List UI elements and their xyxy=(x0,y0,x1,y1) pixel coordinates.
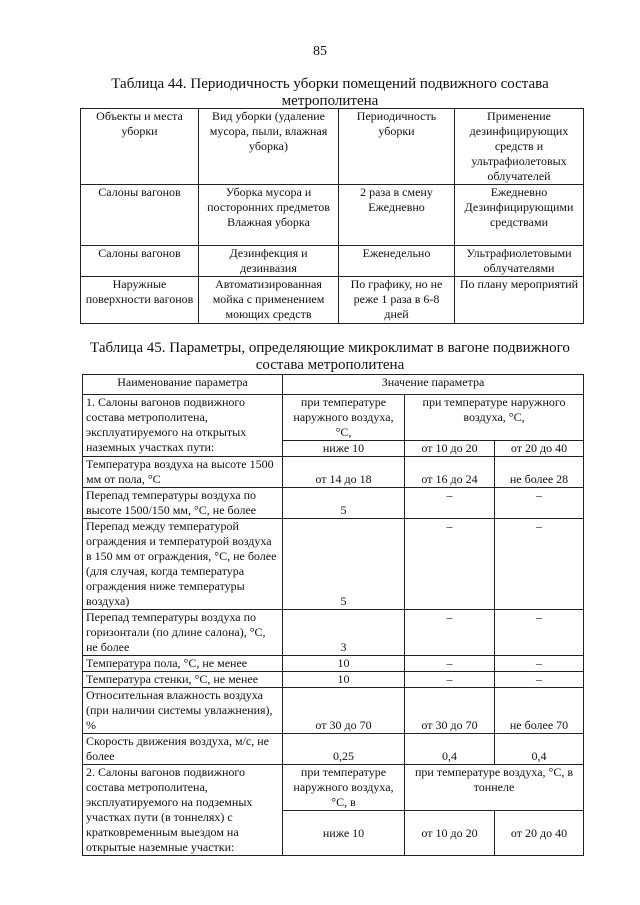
table-row xyxy=(81,185,584,246)
value-cell: 0,25 xyxy=(283,734,405,765)
value-cell: не более 70 xyxy=(495,688,584,734)
table-header-row xyxy=(83,375,584,395)
value-cell: от 30 до 70 xyxy=(405,688,495,734)
table-cell: 2 раза в смену Ежедневно xyxy=(339,185,455,246)
section-label: 2. Салоны вагонов подвижного состава метрополитена, эксплуатируемого на подземных участках пути (в тоннелях) с кратковременным выездом на открытые наземные участки: xyxy=(83,765,283,856)
value-cell: – xyxy=(495,488,584,519)
table44-title-line1: Таблица 44. Периодичность уборки помещений подвижного состава xyxy=(111,76,549,92)
table-cell: Салоны вагонов xyxy=(81,246,199,277)
value-cell: от 30 до 70 xyxy=(283,688,405,734)
subheader-cell: от 20 до 40 xyxy=(495,811,584,856)
value-cell: 3 xyxy=(283,610,405,656)
table45-title-line1: Таблица 45. Параметры, определяющие микроклимат в вагоне подвижного xyxy=(90,340,570,356)
table-header-cell: Значение параметра xyxy=(283,375,584,395)
value-cell: – xyxy=(405,610,495,656)
table-row xyxy=(81,246,584,277)
table45-title xyxy=(80,340,580,374)
table-header-cell: Периодичность уборки xyxy=(339,109,455,185)
subheader-cell: от 10 до 20 xyxy=(405,441,495,457)
param-name: Перепад между температурой ограждения и температурой воздуха в 150 мм от ограждения, °С, не более (для случая, когда температура ограждения ниже температуры воздуха) xyxy=(83,519,283,610)
table-header-cell: Наименование параметра xyxy=(83,375,283,395)
subheader-cell: ниже 10 xyxy=(283,441,405,457)
table-row xyxy=(83,488,584,519)
table-row xyxy=(83,457,584,488)
page-number: 85 xyxy=(313,44,327,59)
table-row xyxy=(83,519,584,610)
value-cell: 5 xyxy=(283,519,405,610)
table-cell: Ежедневно Дезинфицирующими средствами xyxy=(455,185,584,246)
condition-cell: при температуре воздуха, °С, в тоннеле xyxy=(405,765,584,811)
table-cell: По плану мероприятий xyxy=(455,277,584,324)
param-name: Температура стенки, °С, не менее xyxy=(83,672,283,688)
value-cell: – xyxy=(405,656,495,672)
table45-title-line2: состава метрополитена xyxy=(255,357,405,373)
value-cell: 0,4 xyxy=(405,734,495,765)
table44-title-line2: метрополитена xyxy=(281,93,379,109)
param-name: Перепад температуры воздуха по горизонтали (по длине салона), °С, не более xyxy=(83,610,283,656)
value-cell: 0,4 xyxy=(495,734,584,765)
table-cell: Дезинфекция и дезинвазия xyxy=(199,246,339,277)
value-cell: 10 xyxy=(283,656,405,672)
value-cell: от 14 до 18 xyxy=(283,457,405,488)
subheader-cell: ниже 10 xyxy=(283,811,405,856)
value-cell: – xyxy=(405,488,495,519)
table-header-cell: Объекты и места уборки xyxy=(81,109,199,185)
value-cell: – xyxy=(495,672,584,688)
table-header-cell: Вид уборки (удаление мусора, пыли, влажная уборка) xyxy=(199,109,339,185)
table-header-cell: Применение дезинфицирующих средств и ультрафиолетовых облучателей xyxy=(455,109,584,185)
table-row xyxy=(83,672,584,688)
subheader-cell: от 20 до 40 xyxy=(495,441,584,457)
condition-cell: при температуре наружного воздуха, °С, xyxy=(405,395,584,441)
subheader-cell: от 10 до 20 xyxy=(405,811,495,856)
table-row xyxy=(83,656,584,672)
value-cell: 10 xyxy=(283,672,405,688)
param-name: Скорость движения воздуха, м/с, не более xyxy=(83,734,283,765)
section-row xyxy=(83,765,584,811)
table-row xyxy=(83,734,584,765)
value-cell: от 16 до 24 xyxy=(405,457,495,488)
value-cell: – xyxy=(405,519,495,610)
table-header-row xyxy=(81,109,584,185)
table-cell: Салоны вагонов xyxy=(81,185,199,246)
section-row xyxy=(83,395,584,441)
table-cell: Ультрафиолетовыми облучателями xyxy=(455,246,584,277)
param-name: Температура пола, °С, не менее xyxy=(83,656,283,672)
value-cell: – xyxy=(495,656,584,672)
condition-cell: при температуре наружного воздуха, °С, в xyxy=(283,765,405,811)
table-cell: Уборка мусора и посторонних предметов Влажная уборка xyxy=(199,185,339,246)
table-cell: Еженедельно xyxy=(339,246,455,277)
value-cell: – xyxy=(495,610,584,656)
table-cell: Наружные поверхности вагонов xyxy=(81,277,199,324)
section-label: 1. Салоны вагонов подвижного состава метрополитена, эксплуатируемого на открытых наземных участках пути: xyxy=(83,395,283,457)
value-cell: – xyxy=(495,519,584,610)
condition-cell: при температуре наружного воздуха, °С, xyxy=(283,395,405,441)
table44-title xyxy=(80,76,580,110)
param-name: Температура воздуха на высоте 1500 мм от пола, °С xyxy=(83,457,283,488)
value-cell: не более 28 xyxy=(495,457,584,488)
value-cell: – xyxy=(405,672,495,688)
table-row xyxy=(83,688,584,734)
value-cell: 5 xyxy=(283,488,405,519)
table-row xyxy=(83,610,584,656)
param-name: Перепад температуры воздуха по высоте 1500/150 мм, °С, не более xyxy=(83,488,283,519)
table45 xyxy=(82,374,584,856)
table44 xyxy=(80,108,584,324)
table-cell: Автоматизированная мойка с применением моющих средств xyxy=(199,277,339,324)
param-name: Относительная влажность воздуха (при наличии системы увлажнения), % xyxy=(83,688,283,734)
table-row xyxy=(81,277,584,324)
table-cell: По графику, но не реже 1 раза в 6-8 дней xyxy=(339,277,455,324)
